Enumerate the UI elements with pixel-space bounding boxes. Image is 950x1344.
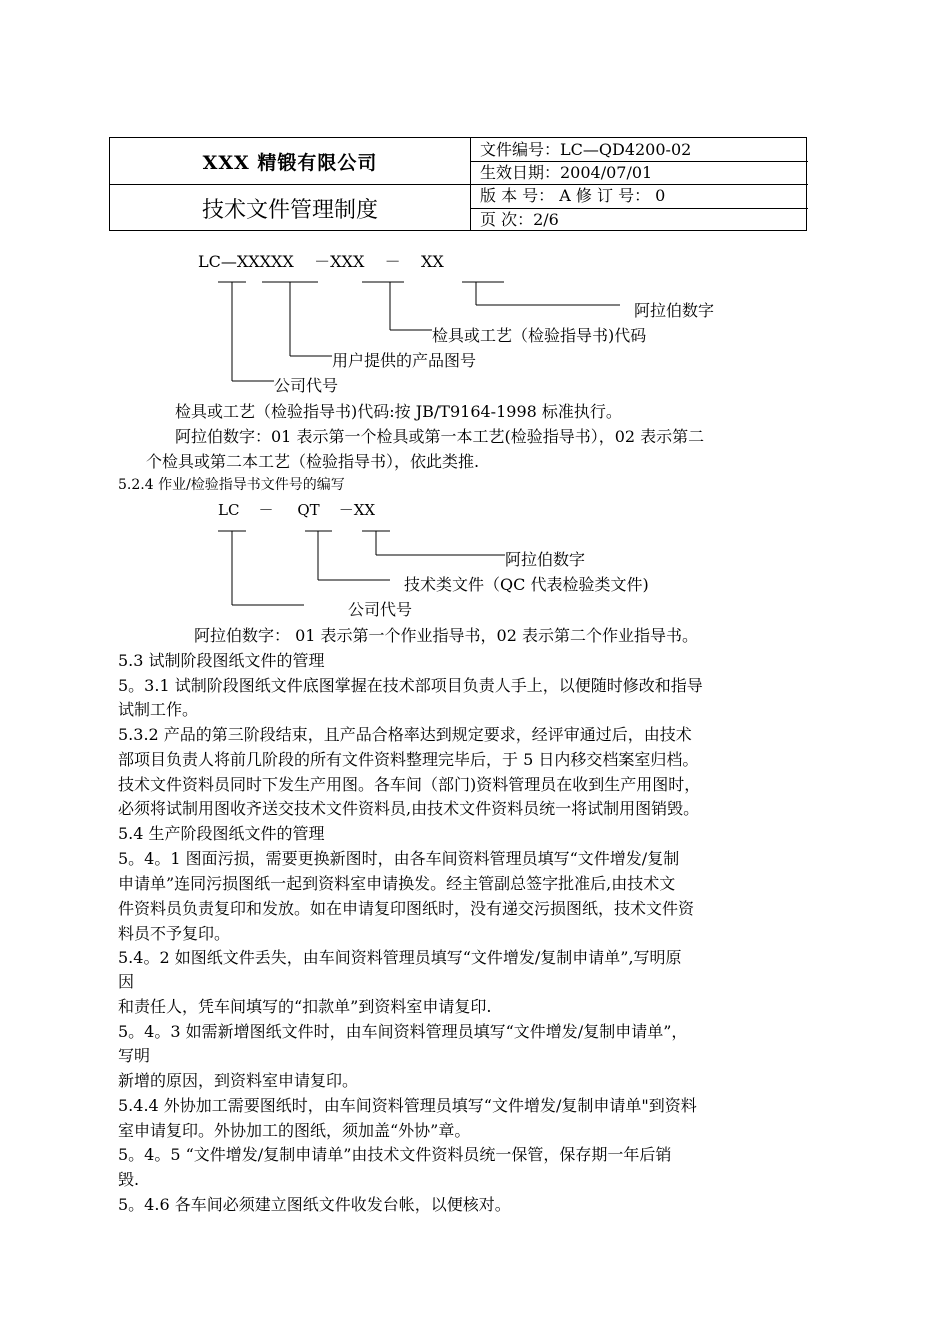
doc-number: 文件编号：LC—QD4200-02 [480,140,692,159]
section-heading: 5.2.4 作业/检验指导书文件号的编写 [118,477,345,493]
text-line: 5。4.6 各车间必须建立图纸文件收发台帐，以便核对。 [118,1195,511,1214]
paragraph: 检具或工艺（检验指导书)代码:按 JB/T9164-1998 标准执行。 [175,402,622,421]
text-line: 写明 [118,1046,151,1065]
section-heading: 5.4 生产阶段图纸文件的管理 [118,824,325,843]
text-line: 件资料员负责复印和发放。如在申请复印图纸时，没有递交污损图纸，技术文件资 [118,899,695,918]
label-company-code: 公司代号 [274,376,339,395]
text-line: 新增的原因，到资料室申请复印。 [118,1071,359,1090]
label-tool-code: 检具或工艺（检验指导书)代码 [432,326,647,345]
paragraph: 阿拉伯数字： 01 表示第一个作业指导书，02 表示第二个作业指导书。 [194,626,698,645]
company-name: XXX 精锻有限公司 [202,151,378,174]
text-line: 料员不予复印。 [118,924,231,943]
code-format-1: LC—XXXXX －XXX － XX [198,252,444,271]
text-line: 5.3.2 产品的第三阶段结束，且产品合格率达到规定要求，经评审通过后，由技术 [118,725,692,744]
text-line: 5。4。1 图面污损，需要更换新图时，由各车间资料管理员填写“文件增发/复制 [118,849,680,868]
text-line: 室申请复印。外协加工的图纸，须加盖“外协”章。 [118,1121,471,1140]
section-heading: 5.3 试制阶段图纸文件的管理 [118,651,325,670]
label-company-code: 公司代号 [348,600,413,619]
text-line: 毁. [118,1170,140,1189]
version-info: 版 本 号： A 修 订 号： 0 [480,186,666,205]
text-line: 5。4。5 “文件增发/复制申请单”由技术文件资料员统一保管，保存期一年后销 [118,1145,672,1164]
text-line: 技术文件资料员同时下发生产用图。各车间（部门)资料管理员在收到生产用图时， [118,775,701,794]
text-line: 5.4。2 如图纸文件丢失，由车间资料管理员填写“文件增发/复制申请单”,写明原 [118,948,682,967]
paragraph: 阿拉伯数字：01 表示第一个检具或第一本工艺(检验指导书），02 表示第二 [175,427,705,446]
text-line: 5.4.4 外协加工需要图纸时，由车间资料管理员填写“文件增发/复制申请单"到资料 [118,1096,697,1115]
label-tech-doc: 技术类文件（QC 代表检验类文件) [404,575,649,594]
code-format-2: LC － QT －XX [218,501,376,519]
text-line: 必须将试制用图收齐送交技术文件资料员,由技术文件资料员统一将试制用图销毁。 [118,799,700,818]
label-drawing-number: 用户提供的产品图号 [332,351,477,370]
label-arabic-number: 阿拉伯数字 [634,301,715,320]
text-line: 因 [118,972,135,991]
paragraph: 个检具或第二本工艺（检验指导书），依此类推. [146,452,480,471]
text-line: 申请单”连同污损图纸一起到资料室申请换发。经主管副总签字批准后,由技术文 [118,874,676,893]
label-arabic-number: 阿拉伯数字 [505,550,586,569]
document-title: 技术文件管理制度 [201,197,378,223]
text-line: 和责任人，凭车间填写的“扣款单”到资料室申请复印. [118,997,492,1016]
text-line: 试制工作。 [118,700,199,719]
text-line: 5。3.1 试制阶段图纸文件底图掌握在技术部项目负责人手上，以便随时修改和指导 [118,676,703,695]
text-line: 部项目负责人将前几阶段的所有文件资料整理完毕后，于 5 日内移交档案室归档。 [118,750,699,769]
text-line: 5。4。3 如需新增图纸文件时，由车间资料管理员填写“文件增发/复制申请单”， [118,1022,688,1041]
effective-date: 生效日期：2004/07/01 [480,163,653,182]
page-number: 页 次：2/6 [480,210,559,229]
